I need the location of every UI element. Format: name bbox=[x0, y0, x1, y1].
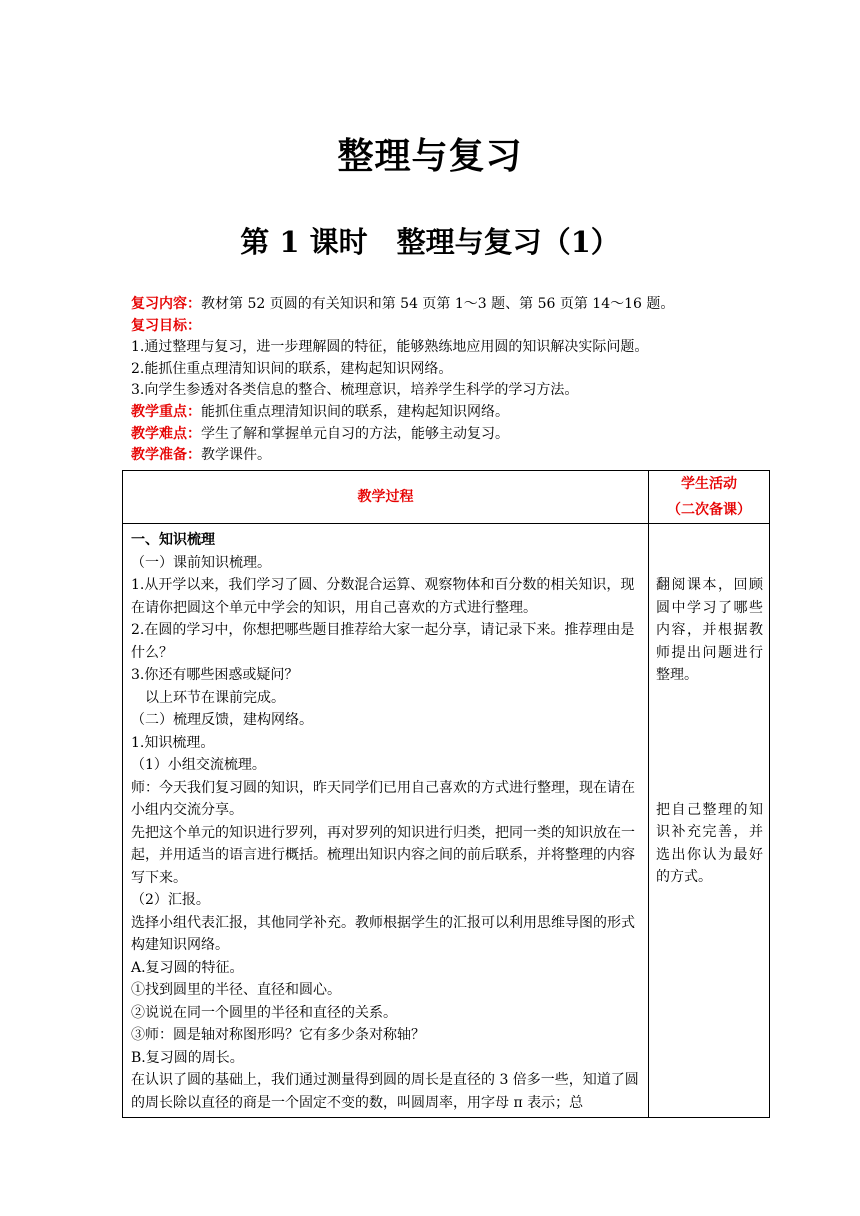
key-point-label: 教学重点： bbox=[131, 403, 201, 420]
table-body-row bbox=[123, 524, 770, 1118]
student-activity-note: 把自己整理的知识补充完善，并选出你认为最好的方式。 bbox=[656, 801, 763, 885]
process-line: ②说说在同一个圆里的半径和直径的关系。 bbox=[131, 1004, 397, 1021]
header-student-activity-line1: 学生活动 bbox=[681, 476, 737, 492]
key-point-row bbox=[131, 402, 771, 424]
process-line: 选择小组代表汇报，其他同学补充。教师根据学生的汇报可以利用思维导图的形式构建知识网络。 bbox=[131, 914, 635, 953]
header-student-activity-line2: （二次备课） bbox=[667, 502, 751, 518]
student-activity-note: 翻阅课本，回顾圆中学习了哪些内容，并根据教师提出问题进行整理。 bbox=[656, 577, 763, 683]
goal-item: 3.向学生参透对各类信息的整合、梳理意识，培养学生科学的学习方法。 bbox=[131, 382, 579, 399]
difficulty-text: 学生了解和掌握单元自习的方法，能够主动复习。 bbox=[201, 425, 509, 442]
process-line: 1.知识梳理。 bbox=[131, 734, 215, 751]
difficulty-label: 教学难点： bbox=[131, 425, 201, 442]
section-heading: 一、知识梳理 bbox=[131, 532, 215, 548]
student-activity-cell bbox=[649, 524, 770, 1118]
process-line: B.复习圆的周长。 bbox=[131, 1049, 244, 1066]
process-line: 1.从开学以来，我们学习了圆、分数混合运算、观察物体和百分数的相关知识，现在请你把圆这个单元中学会的知识，用自己喜欢的方式进行整理。 bbox=[131, 577, 635, 616]
process-line: ③师：圆是轴对称图形吗？它有多少条对称轴？ bbox=[131, 1027, 425, 1043]
process-line: 在认识了圆的基础上，我们通过测量得到圆的周长是直径的 3 倍多一些，知道了圆的周长除以直径的商是一个固定不变的数，叫圆周率，用字母 π 表示；总 bbox=[131, 1072, 639, 1111]
review-content-label: 复习内容： bbox=[131, 296, 201, 312]
lesson-subtitle: 第 1 课时 整理与复习（1） bbox=[240, 225, 620, 259]
header-student-activity bbox=[649, 471, 770, 524]
process-line: 2.在圆的学习中，你想把哪些题目推荐给大家一起分享，请记录下来。推荐理由是什么？ bbox=[131, 622, 635, 661]
process-line: 师：今天我们复习圆的知识，昨天同学们已用自己喜欢的方式进行整理，现在请在小组内交流分享。 bbox=[131, 779, 635, 818]
lesson-intro bbox=[131, 294, 771, 467]
process-line: 以上环节在课前完成。 bbox=[131, 689, 285, 706]
review-content-row bbox=[131, 294, 771, 316]
process-line: （2）汇报。 bbox=[131, 892, 210, 908]
header-teaching-process bbox=[123, 471, 649, 524]
process-line: （1）小组交流梳理。 bbox=[131, 757, 266, 773]
key-point-text: 能抓住重点理清知识间的联系，建构起知识网络。 bbox=[201, 403, 509, 420]
document-title: 整理与复习 bbox=[337, 136, 523, 177]
goals-label: 复习目标： bbox=[131, 317, 201, 334]
process-line: 先把这个单元的知识进行罗列，再对罗列的知识进行归类，把同一类的知识放在一起，并用适当的语言进行概括。梳理出知识内容之间的前后联系，并将整理的内容写下来。 bbox=[131, 824, 635, 886]
process-line: （一）课前知识梳理。 bbox=[131, 554, 271, 571]
process-line: ①找到圆里的半径、直径和圆心。 bbox=[131, 982, 341, 998]
prep-label: 教学准备： bbox=[131, 447, 201, 464]
prep-text: 教学课件。 bbox=[201, 447, 271, 464]
process-line: （二）梳理反馈，建构网络。 bbox=[131, 712, 313, 728]
goals-row bbox=[131, 316, 771, 338]
header-teaching-process-label: 教学过程 bbox=[357, 489, 414, 505]
table-header-row bbox=[123, 471, 770, 524]
prep-row bbox=[131, 445, 771, 467]
lesson-plan-table bbox=[122, 470, 770, 1118]
goal-item: 2.能抓住重点理清知识间的联系，建构起知识网络。 bbox=[131, 360, 453, 377]
teaching-process-cell bbox=[123, 524, 649, 1118]
difficulty-row bbox=[131, 424, 771, 446]
goal-item: 1.通过整理与复习，进一步理解圆的特征，能够熟练地应用圆的知识解决实际问题。 bbox=[131, 339, 649, 356]
review-content-text: 教材第 52 页圆的有关知识和第 54 页第 1～3 题、第 56 页第 14～16 题。 bbox=[201, 296, 675, 312]
process-line: A.复习圆的特征。 bbox=[131, 959, 244, 976]
process-line: 3.你还有哪些困惑或疑问？ bbox=[131, 667, 299, 683]
